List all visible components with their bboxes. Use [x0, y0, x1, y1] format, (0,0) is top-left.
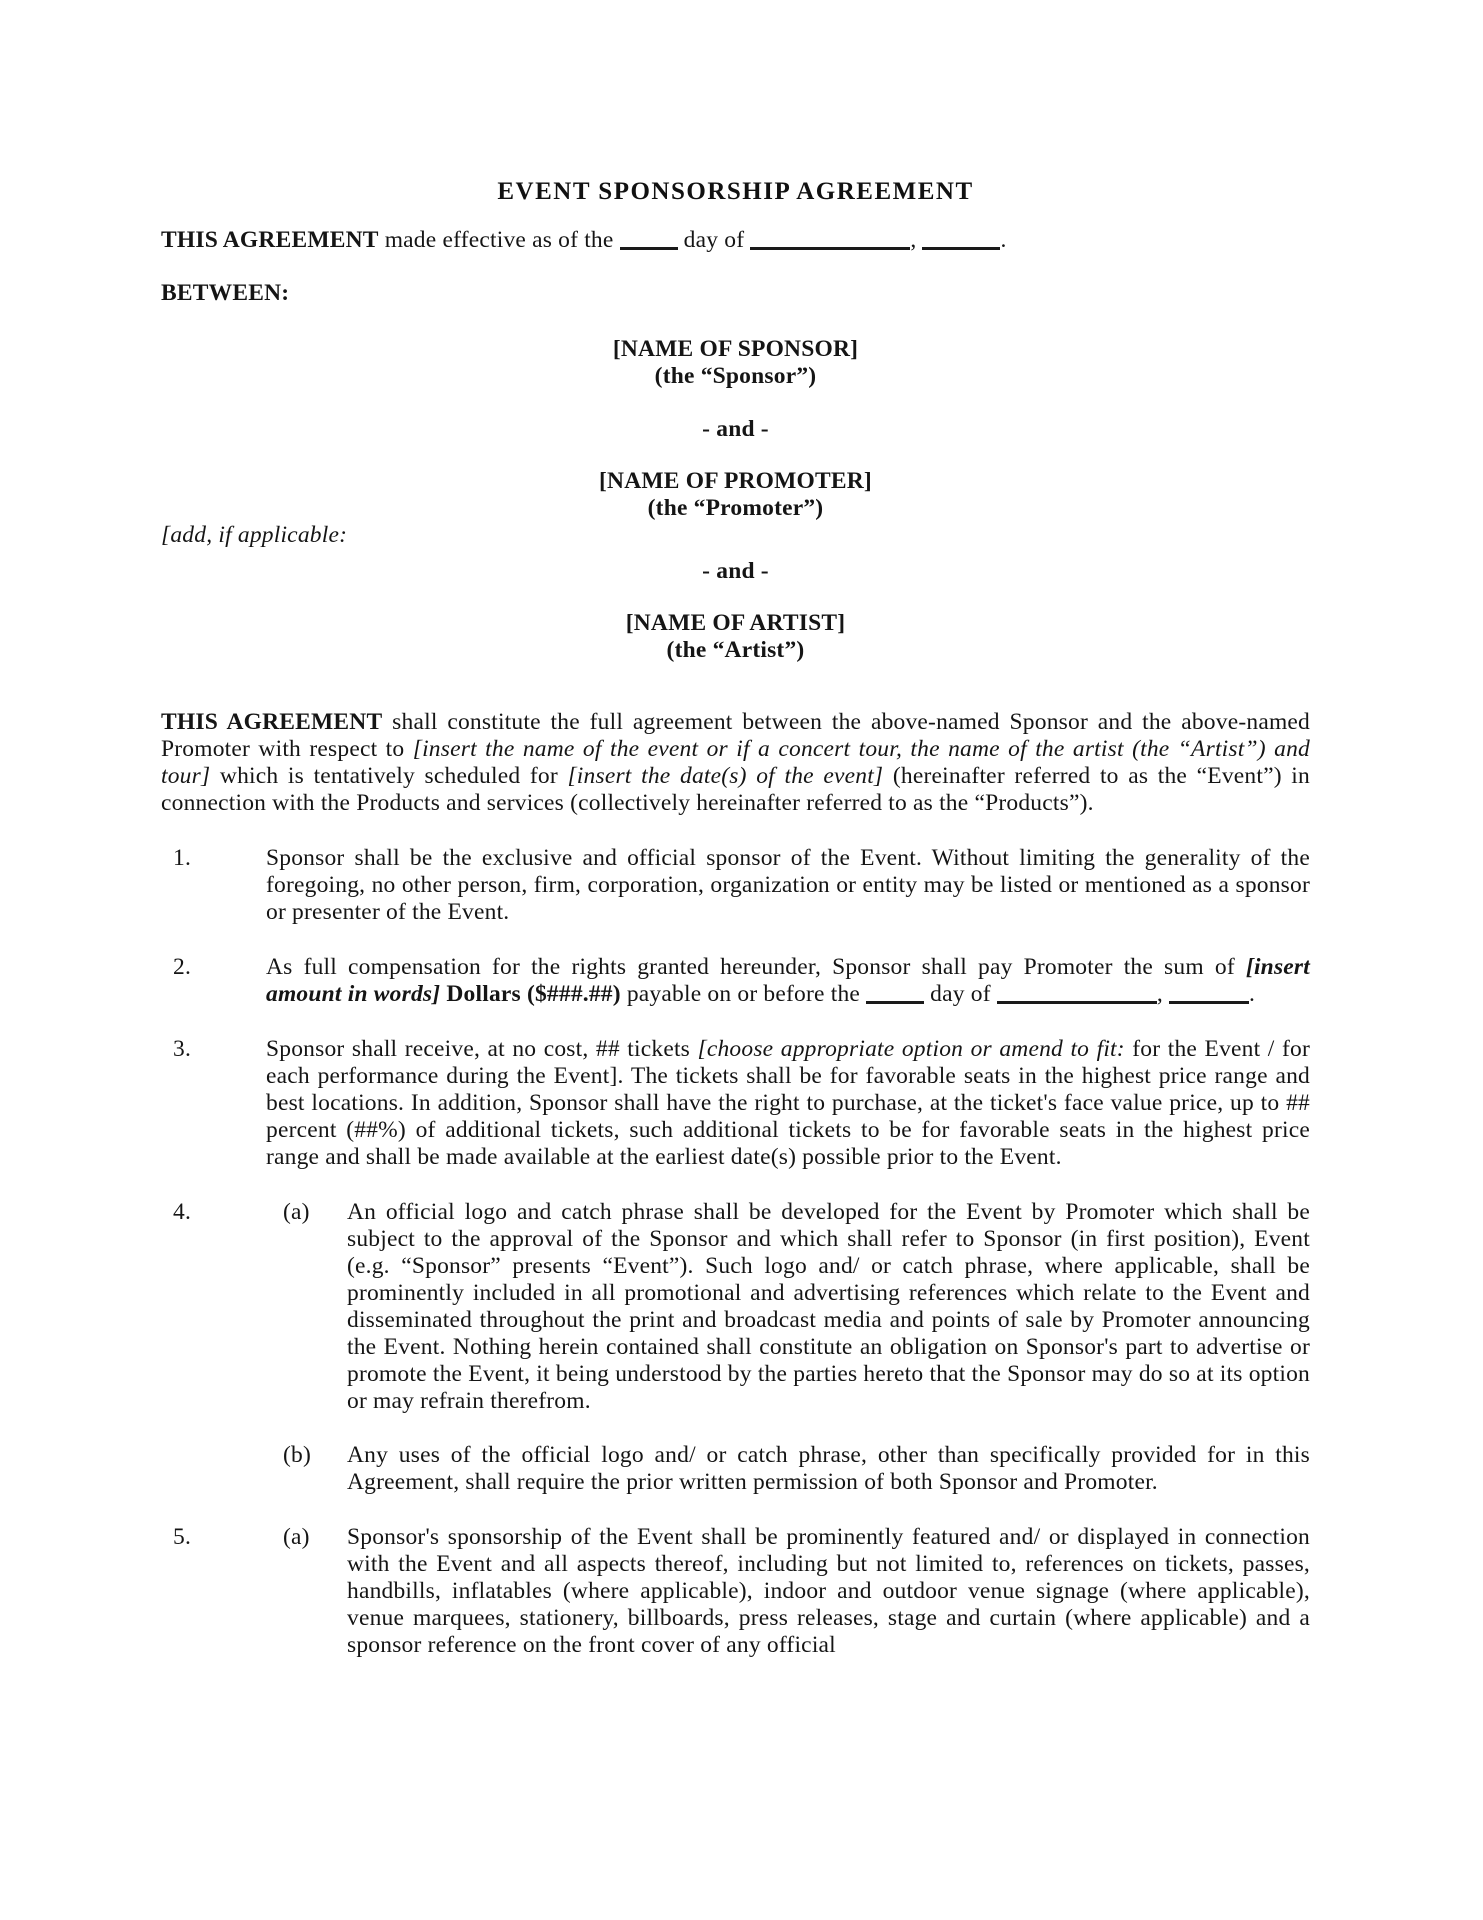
text-run: [insert the date(s) of the event] — [567, 763, 884, 789]
artist-name: [NAME OF ARTIST] — [625, 610, 846, 636]
text-run: (hereinafter referred to as the “Event”) in connection with the Products and services (collectively hereinafter referred to as the “Products”). — [161, 763, 1310, 816]
clause-3-body — [266, 1036, 1310, 1171]
clause-5-body — [266, 1524, 1310, 1659]
parties-block — [161, 336, 1310, 664]
clause-2-number: 2. — [173, 954, 192, 980]
effective-date-line — [161, 227, 1310, 254]
sponsor-alias: (the “Sponsor”) — [654, 363, 817, 389]
clause-2-body — [266, 954, 1310, 1008]
clause-4a-letter: (a) — [283, 1199, 310, 1225]
promoter-alias: (the “Promoter”) — [647, 495, 824, 521]
text-run: An official logo and catch phrase shall be developed for the Event by Promoter which shall be subject to the approval of the Sponsor and which shall refer to Sponsor (in first position), Event (e.g. “Sponsor” presents “Event”). Such logo and/ or catch phrase, where applicable, shall be prominently included in all promotional and advertising references which relate to the Event and disseminated throughout the print and broadcast media and points of sale by Promoter announcing the Event. Nothing herein contained shall constitute an obligation on Sponsor's part to advertise or promote the Event, it being understood by the parties hereto that the Sponsor may do so at its option or may refrain therefrom. — [347, 1199, 1310, 1414]
text-run: , — [910, 227, 923, 253]
clause-4-number: 4. — [173, 1199, 192, 1225]
clause-5 — [161, 1524, 1310, 1659]
separator-and-2: - and - — [702, 558, 769, 584]
fill-in-blank — [922, 247, 1000, 250]
text-run: . — [1249, 981, 1256, 1007]
clause-4b-letter: (b) — [283, 1442, 312, 1468]
between-label: BETWEEN: — [161, 280, 290, 306]
text-run: made effective as of the — [378, 227, 620, 253]
text-run: day of — [677, 227, 751, 253]
clause-4b-body — [347, 1442, 1310, 1496]
fill-in-blank — [750, 247, 910, 250]
clause-3 — [161, 1036, 1310, 1171]
clause-1 — [161, 845, 1310, 926]
clause-3-number: 3. — [173, 1036, 192, 1062]
text-run: [insert the name of the event or if a concert tour, the name of the artist (the “Artist”) and tour] — [161, 736, 1310, 789]
text-run: Any uses of the official logo and/ or catch phrase, other than specifically provided for in this Agreement, shall require the prior written permission of both Sponsor and Promoter. — [347, 1442, 1310, 1495]
promoter-name: [NAME OF PROMOTER] — [599, 468, 872, 494]
clause-5-number: 5. — [173, 1524, 192, 1550]
clause-5a — [266, 1524, 1310, 1659]
clause-5a-body — [347, 1524, 1310, 1659]
text-run: THIS AGREEMENT — [161, 709, 383, 735]
fill-in-blank — [620, 247, 678, 250]
clause-4a-body — [347, 1199, 1310, 1415]
text-run: for the Event / for each performance during the Event]. The tickets shall be for favorable seats in the highest price range and best locations. In addition, Sponsor shall have the right to purchase, at the ticket's face value price, up to ## percent (##%) of additional tickets, such additional tickets to be for favorable seats in the highest price range and shall be made available at the earliest date(s) possible prior to the Event. — [266, 1036, 1311, 1170]
artist-alias: (the “Artist”) — [666, 637, 805, 663]
text-run: . — [1000, 227, 1007, 253]
text-run: , — [1156, 981, 1169, 1007]
text-run: shall constitute the full agreement between the above-named Sponsor and the above-named Promoter with respect to — [161, 709, 1311, 762]
fill-in-blank — [1169, 1001, 1249, 1004]
text-run: Sponsor's sponsorship of the Event shall be prominently featured and/ or displayed in connection with the Event and all aspects thereof, including but not limited to, references on tickets, passes, handbills, inflatables (where applicable), indoor and outdoor venue signage (where applicable), venue marquees, stationery, billboards, press releases, stage and curtain (where applicable) and a sponsor reference on the front cover of any official — [347, 1524, 1310, 1658]
add-if-applicable-note: [add, if applicable: — [161, 522, 348, 548]
clause-4b — [266, 1442, 1310, 1496]
clause-1-number: 1. — [173, 845, 192, 871]
text-run: Dollars ($###.##) — [446, 981, 621, 1007]
document-title: EVENT SPONSORSHIP AGREEMENT — [497, 178, 974, 205]
clause-1-body — [266, 845, 1310, 926]
text-run: Sponsor shall be the exclusive and official sponsor of the Event. Without limiting the generality of the foregoing, no other person, firm, corporation, organization or entity may be listed or mentioned as a sponsor or presenter of the Event. — [266, 845, 1310, 925]
clause-4a — [266, 1199, 1310, 1415]
text-run: THIS AGREEMENT — [161, 227, 379, 253]
fill-in-blank — [997, 1001, 1157, 1004]
text-run: Sponsor shall receive, at no cost, ## tickets — [266, 1036, 698, 1062]
clause-2 — [161, 954, 1310, 1008]
clause-5a-letter: (a) — [283, 1524, 310, 1550]
fill-in-blank — [866, 1001, 924, 1004]
text-run: payable on or before the — [620, 981, 867, 1007]
text-run: which is tentatively scheduled for — [210, 763, 568, 789]
recitals-paragraph — [161, 709, 1310, 817]
text-run: As full compensation for the rights granted hereunder, Sponsor shall pay Promoter the sum of — [266, 954, 1246, 980]
clause-4 — [161, 1199, 1310, 1496]
text-run: [choose appropriate option or amend to fit: — [697, 1036, 1125, 1062]
clause-4-body — [266, 1199, 1310, 1496]
sponsor-name: [NAME OF SPONSOR] — [612, 336, 859, 362]
text-run: day of — [924, 981, 997, 1007]
separator-and-1: - and - — [702, 416, 769, 442]
text-run: [insert amount in words] — [266, 954, 1310, 1007]
